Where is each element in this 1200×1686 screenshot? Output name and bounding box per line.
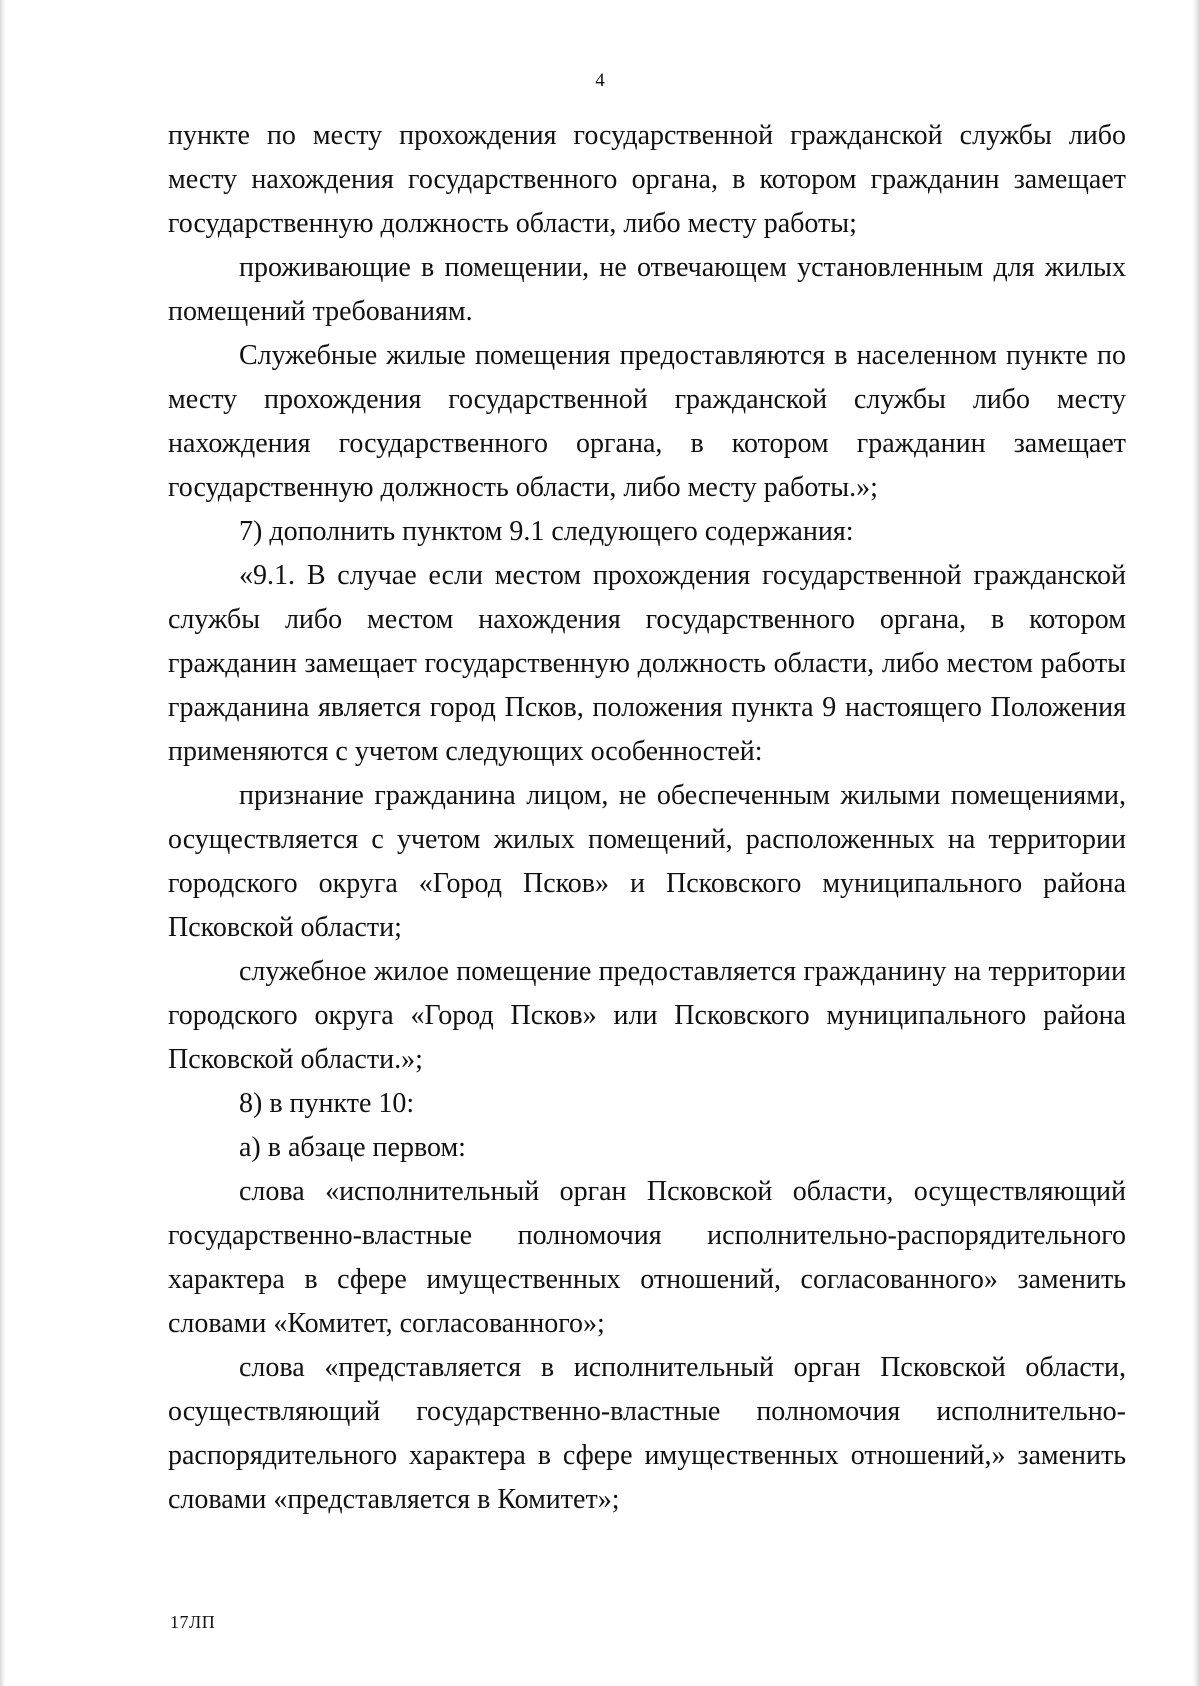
page-number: 4 (595, 70, 605, 91)
paragraph-living-conditions: проживающие в помещении, не отвечающем установленным для жилых помещений требованиям. (168, 252, 1126, 327)
footer-document-code: 17ЛП (170, 1612, 216, 1632)
scan-right-edge (1192, 0, 1200, 1686)
paragraph-clause-9-1: «9.1. В случае если местом прохождения государственной гражданской службы либо местом нахождения государственного органа, в котором гражданин замещает государственную должность области, либо местом работы гражданина является город Псков, положения пункта 9 настоящего Положения применяются с учетом следующих особенностей: (168, 560, 1126, 767)
document-body (168, 114, 1126, 1522)
paragraph-service-housing: Служебные жилые помещения предоставляются в населенном пункте по месту прохождения государственной гражданской службы либо месту нахождения государственного органа, в котором гражданин замещает государственную должность области, либо месту работы.»; (168, 340, 1126, 503)
paragraph-subitem-a: а) в абзаце первом: (239, 1132, 466, 1163)
paragraph-words-replacement-1: слова «исполнительный орган Псковской области, осуществляющий государственно-властные полномочия исполнительно-распорядительного характера в сфере имущественных отношений, согласованного» заменить словами «Комитет, согласованного»; (168, 1176, 1126, 1339)
paragraph-words-replacement-2: слова «представляется в исполнительный орган Псковской области, осуществляющий государственно-властные полномочия исполнительно-распорядительного характера в сфере имущественных отношений,» заменить словами «представляется в Комитет»; (168, 1352, 1126, 1515)
paragraph-continuation: пункте по месту прохождения государственной гражданской службы либо месту нахождения государственного органа, в котором гражданин замещает государственную должность области, либо месту работы; (168, 120, 1126, 239)
paragraph-item-8: 8) в пункте 10: (239, 1088, 415, 1119)
paragraph-recognition: признание гражданина лицом, не обеспеченным жилыми помещениями, осуществляется с учетом жилых помещений, расположенных на территории городского округа «Город Псков» и Псковского муниципального района Псковской области; (168, 780, 1126, 943)
paragraph-item-7: 7) дополнить пунктом 9.1 следующего содержания: (239, 516, 854, 547)
paragraph-service-premises: служебное жилое помещение предоставляется гражданину на территории городского округа «Город Псков» или Псковского муниципального района Псковской области.»; (168, 956, 1126, 1075)
scan-left-edge (0, 0, 6, 1686)
